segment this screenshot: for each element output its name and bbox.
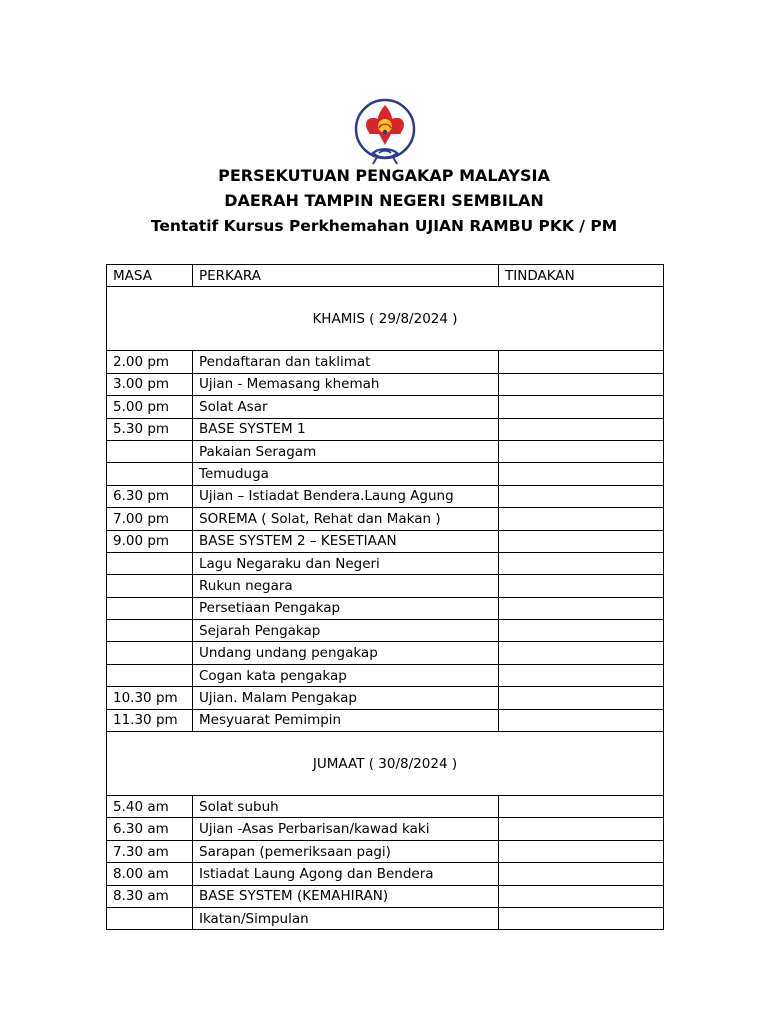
cell-masa [107,620,193,642]
table-row [107,351,664,373]
cell-perkara: Ujian. Malam Pengakap [193,687,499,709]
title-district: DAERAH TAMPIN NEGERI SEMBILAN [224,191,544,210]
cell-masa [107,552,193,574]
cell-masa: 5.30 pm [107,418,193,440]
day-heading-row [107,287,664,351]
day-heading: JUMAAT ( 30/8/2024 ) [107,732,664,796]
cell-perkara: Lagu Negaraku dan Negeri [193,552,499,574]
table-row [107,840,664,862]
cell-tindakan [499,642,664,664]
table-row [107,664,664,686]
cell-tindakan [499,796,664,818]
cell-tindakan [499,351,664,373]
cell-masa: 9.00 pm [107,530,193,552]
cell-tindakan [499,818,664,840]
cell-perkara: Ujian – Istiadat Bendera.Laung Agung [193,485,499,507]
table-row [107,620,664,642]
cell-perkara: Ujian - Memasang khemah [193,373,499,395]
cell-perkara: Solat subuh [193,796,499,818]
header-row [107,265,664,287]
cell-perkara: Cogan kata pengakap [193,664,499,686]
cell-perkara: BASE SYSTEM (KEMAHIRAN) [193,885,499,907]
table-row [107,642,664,664]
cell-masa: 11.30 pm [107,709,193,731]
table-row [107,373,664,395]
cell-tindakan [499,885,664,907]
cell-tindakan [499,687,664,709]
cell-tindakan [499,840,664,862]
cell-tindakan [499,863,664,885]
cell-masa: 5.00 pm [107,396,193,418]
table-row [107,687,664,709]
cell-perkara: BASE SYSTEM 1 [193,418,499,440]
cell-perkara: Rukun negara [193,575,499,597]
cell-masa: 8.30 am [107,885,193,907]
table-row [107,418,664,440]
cell-tindakan [499,709,664,731]
cell-masa: 7.30 am [107,840,193,862]
header-perkara: PERKARA [193,265,499,287]
cell-tindakan [499,620,664,642]
table-row [107,440,664,462]
cell-masa: 6.30 am [107,818,193,840]
cell-tindakan [499,485,664,507]
cell-perkara: Istiadat Laung Agong dan Bendera [193,863,499,885]
table-row [107,508,664,530]
cell-perkara: Mesyuarat Pemimpin [193,709,499,731]
cell-masa: 5.40 am [107,796,193,818]
table-row [107,863,664,885]
header-tindakan: TINDAKAN [499,265,664,287]
cell-perkara: Persetiaan Pengakap [193,597,499,619]
table-row [107,709,664,731]
cell-masa: 3.00 pm [107,373,193,395]
cell-tindakan [499,530,664,552]
cell-tindakan [499,440,664,462]
cell-masa [107,440,193,462]
cell-tindakan [499,907,664,929]
cell-tindakan [499,664,664,686]
cell-tindakan [499,575,664,597]
table-row [107,552,664,574]
header-masa: MASA [107,265,193,287]
cell-perkara: SOREMA ( Solat, Rehat dan Makan ) [193,508,499,530]
cell-perkara: Solat Asar [193,396,499,418]
table-row [107,575,664,597]
cell-perkara: Sarapan (pemeriksaan pagi) [193,840,499,862]
cell-tindakan [499,418,664,440]
table-row [107,796,664,818]
table-row [107,463,664,485]
cell-masa: 7.00 pm [107,508,193,530]
scout-emblem-logo [353,97,417,167]
title-organisation: PERSEKUTUAN PENGAKAP MALAYSIA [218,166,550,185]
day-heading: KHAMIS ( 29/8/2024 ) [107,287,664,351]
cell-perkara: Ikatan/Simpulan [193,907,499,929]
cell-masa: 10.30 pm [107,687,193,709]
cell-masa [107,575,193,597]
cell-masa [107,597,193,619]
cell-perkara: Undang undang pengakap [193,642,499,664]
table-row [107,396,664,418]
cell-perkara: BASE SYSTEM 2 – KESETIAAN [193,530,499,552]
cell-perkara: Temuduga [193,463,499,485]
cell-masa [107,642,193,664]
table-row [107,597,664,619]
cell-perkara: Ujian -Asas Perbarisan/kawad kaki [193,818,499,840]
table-row [107,818,664,840]
schedule-table [106,264,664,930]
cell-perkara: Sejarah Pengakap [193,620,499,642]
cell-tindakan [499,508,664,530]
cell-masa: 8.00 am [107,863,193,885]
cell-masa [107,463,193,485]
cell-tindakan [499,463,664,485]
cell-tindakan [499,396,664,418]
cell-masa: 6.30 pm [107,485,193,507]
cell-perkara: Pakaian Seragam [193,440,499,462]
cell-tindakan [499,597,664,619]
table-row [107,907,664,929]
cell-tindakan [499,373,664,395]
title-course: Tentatif Kursus Perkhemahan UJIAN RAMBU PKK / PM [150,217,618,235]
cell-masa [107,664,193,686]
table-row [107,485,664,507]
table-row [107,885,664,907]
cell-masa [107,907,193,929]
day-heading-row [107,732,664,796]
cell-tindakan [499,552,664,574]
cell-masa: 2.00 pm [107,351,193,373]
table-row [107,530,664,552]
cell-perkara: Pendaftaran dan taklimat [193,351,499,373]
